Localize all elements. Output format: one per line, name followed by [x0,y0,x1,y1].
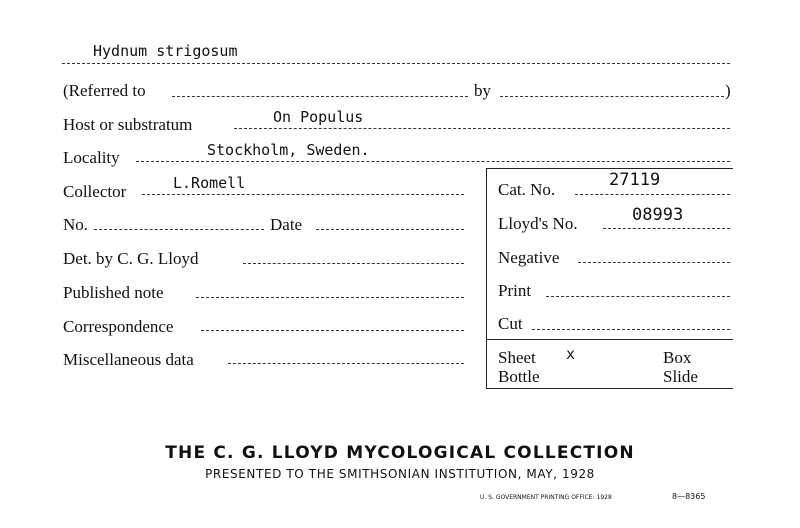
species-name: Hydnum strigosum [93,42,238,60]
no-label: No. [63,215,89,234]
host-label: Host or substratum [63,115,193,134]
collector-line [142,194,464,195]
lloyds-no-value: 08993 [632,205,684,225]
locality-value: Stockholm, Sweden. [207,141,370,159]
slide-label: Slide [663,367,698,386]
sheet-label: Sheet [498,348,536,367]
cat-no-label: Cat. No. [498,180,556,199]
miscellaneous-line [228,363,464,364]
correspondence-line [201,330,464,331]
miscellaneous-label: Miscellaneous data [63,350,194,369]
referred-to-label: (Referred to [63,81,146,100]
det-by-label: Det. by C. G. Lloyd [63,249,199,268]
correspondence-label: Correspondence [63,317,174,336]
box-divider [486,339,733,340]
date-label: Date [270,215,303,234]
by-line [500,96,724,97]
cat-no-value: 27119 [609,170,661,190]
det-by-line [243,263,464,264]
locality-line [136,161,730,162]
cut-line [532,329,730,330]
collection-title: THE C. G. LLOYD MYCOLOGICAL COLLECTION [165,443,635,463]
collector-value: L.Romell [173,174,246,192]
collector-label: Collector [63,182,127,201]
locality-label: Locality [63,148,120,167]
box-left-border [486,168,487,388]
date-line [316,229,464,230]
species-line [62,63,730,64]
referred-to-line [172,96,468,97]
form-number: 8—8365 [672,492,706,501]
published-note-line [196,297,464,298]
host-line [234,128,730,129]
box-label: Box [663,348,692,367]
cat-no-line [575,194,730,195]
lloyds-no-label: Lloyd's No. [498,214,578,233]
no-line [94,229,264,230]
by-label: by [474,81,491,100]
print-label: Print [498,281,532,300]
box-bottom-border [486,388,733,389]
print-line [546,296,730,297]
bottle-label: Bottle [498,367,540,386]
lloyds-no-line [603,228,730,229]
negative-line [578,262,730,263]
printing-office-note: U. S. GOVERNMENT PRINTING OFFICE: 1928 [480,494,612,501]
box-top-border [486,168,733,169]
negative-label: Negative [498,248,560,267]
sheet-mark: x [566,345,576,363]
collection-subtitle: PRESENTED TO THE SMITHSONIAN INSTITUTION, MAY, 1928 [205,467,595,481]
host-value: On Populus [273,108,364,126]
close-paren: ) [725,81,731,100]
cut-label: Cut [498,314,523,333]
published-note-label: Published note [63,283,164,302]
